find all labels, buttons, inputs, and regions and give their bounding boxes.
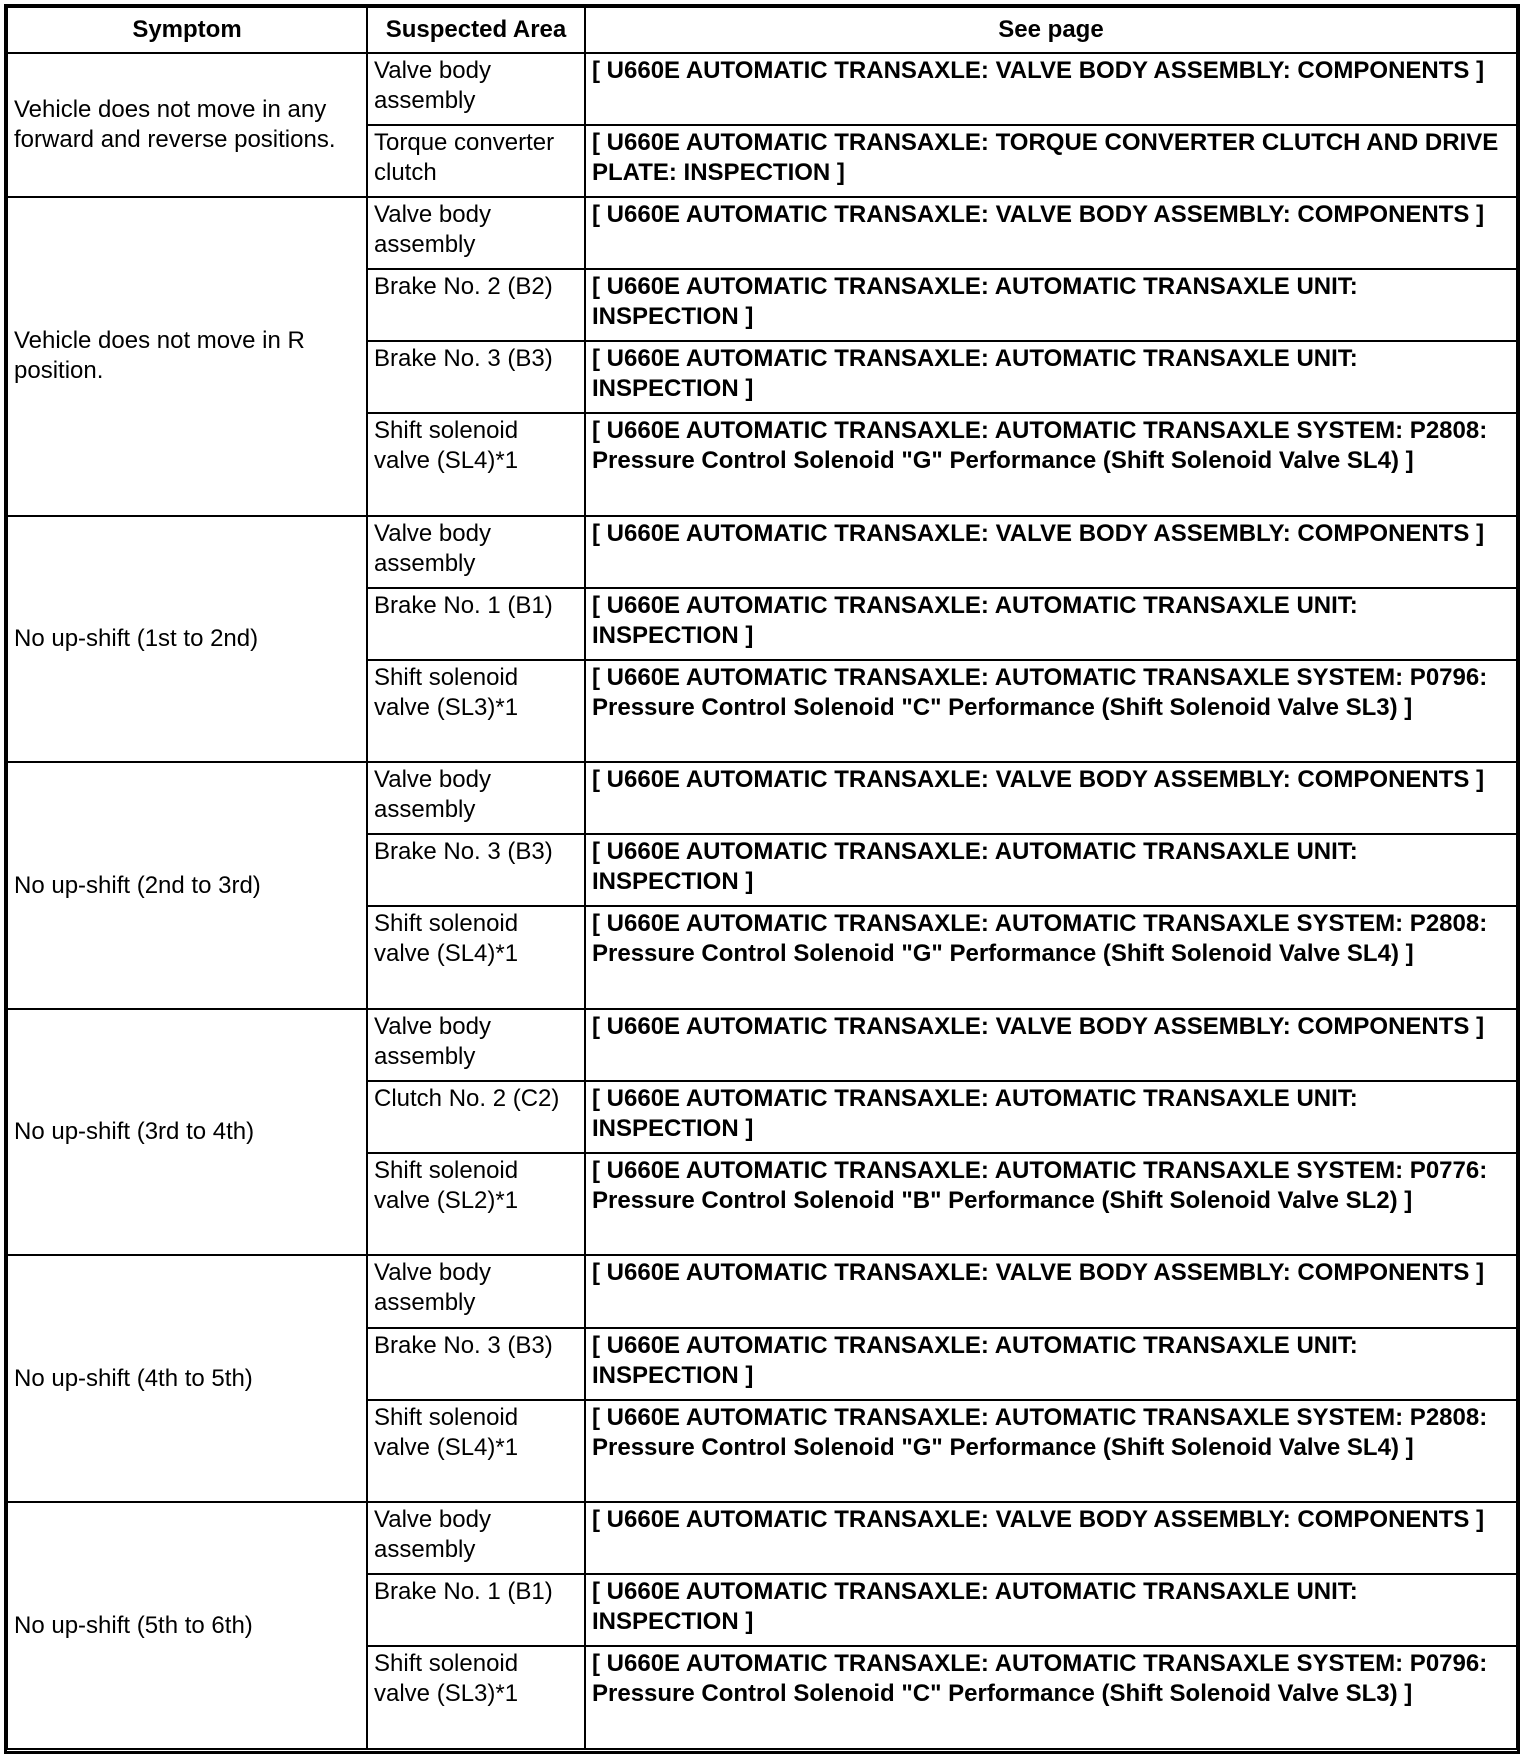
see-page-link[interactable]: [ U660E AUTOMATIC TRANSAXLE: VALVE BODY ASSEMBLY: COMPONENTS ] [585,197,1517,269]
see-page-link[interactable]: [ U660E AUTOMATIC TRANSAXLE: AUTOMATIC TRANSAXLE SYSTEM: P2808: Pressure Control Solenoid "G" Performance (Shift Solenoid Valve SL4) ] [585,1400,1517,1503]
suspected-area-cell: Shift solenoid valve (SL4)*1 [367,1400,585,1503]
see-page-link[interactable]: [ U660E AUTOMATIC TRANSAXLE: AUTOMATIC TRANSAXLE UNIT: INSPECTION ] [585,588,1517,660]
see-page-link[interactable]: [ U660E AUTOMATIC TRANSAXLE: AUTOMATIC TRANSAXLE UNIT: INSPECTION ] [585,834,1517,906]
table-row [7,197,1517,269]
suspected-area-cell: Valve body assembly [367,762,585,834]
table-body [7,53,1517,1749]
see-page-link[interactable]: [ U660E AUTOMATIC TRANSAXLE: AUTOMATIC TRANSAXLE SYSTEM: P2808: Pressure Control Solenoid "G" Performance (Shift Solenoid Valve SL4) ] [585,413,1517,516]
see-page-link[interactable]: [ U660E AUTOMATIC TRANSAXLE: VALVE BODY ASSEMBLY: COMPONENTS ] [585,516,1517,588]
suspected-area-cell: Valve body assembly [367,197,585,269]
table-row [7,1009,1517,1081]
suspected-area-cell: Shift solenoid valve (SL4)*1 [367,906,585,1009]
symptom-cell: No up-shift (1st to 2nd) [7,516,367,763]
symptom-cell: Vehicle does not move in R position. [7,197,367,516]
header-suspected-area: Suspected Area [367,7,585,53]
suspected-area-cell: Shift solenoid valve (SL2)*1 [367,1153,585,1256]
table-row [7,53,1517,125]
suspected-area-cell: Brake No. 3 (B3) [367,834,585,906]
suspected-area-cell: Torque converter clutch [367,125,585,197]
see-page-link[interactable]: [ U660E AUTOMATIC TRANSAXLE: AUTOMATIC TRANSAXLE SYSTEM: P2808: Pressure Control Solenoid "G" Performance (Shift Solenoid Valve SL4) ] [585,906,1517,1009]
suspected-area-cell: Brake No. 3 (B3) [367,341,585,413]
table-row [7,1502,1517,1574]
suspected-area-cell: Valve body assembly [367,1255,585,1327]
symptom-cell: No up-shift (3rd to 4th) [7,1009,367,1256]
suspected-area-cell: Shift solenoid valve (SL4)*1 [367,413,585,516]
table-row [7,1255,1517,1327]
symptom-cell: No up-shift (2nd to 3rd) [7,762,367,1009]
suspected-area-cell: Valve body assembly [367,53,585,125]
header-symptom: Symptom [7,7,367,53]
see-page-link[interactable]: [ U660E AUTOMATIC TRANSAXLE: VALVE BODY ASSEMBLY: COMPONENTS ] [585,53,1517,125]
symptom-cell: No up-shift (4th to 5th) [7,1255,367,1502]
see-page-link[interactable]: [ U660E AUTOMATIC TRANSAXLE: VALVE BODY ASSEMBLY: COMPONENTS ] [585,762,1517,834]
see-page-link[interactable]: [ U660E AUTOMATIC TRANSAXLE: VALVE BODY ASSEMBLY: COMPONENTS ] [585,1502,1517,1574]
table-row [7,762,1517,834]
suspected-area-cell: Valve body assembly [367,1009,585,1081]
problem-symptoms-table [6,6,1518,1750]
suspected-area-cell: Brake No. 1 (B1) [367,588,585,660]
symptom-cell: Vehicle does not move in any forward and reverse positions. [7,53,367,197]
see-page-link[interactable]: [ U660E AUTOMATIC TRANSAXLE: TORQUE CONVERTER CLUTCH AND DRIVE PLATE: INSPECTION ] [585,125,1517,197]
see-page-link[interactable]: [ U660E AUTOMATIC TRANSAXLE: AUTOMATIC TRANSAXLE SYSTEM: P0796: Pressure Control Solenoid "C" Performance (Shift Solenoid Valve SL3) ] [585,1646,1517,1749]
see-page-link[interactable]: [ U660E AUTOMATIC TRANSAXLE: AUTOMATIC TRANSAXLE UNIT: INSPECTION ] [585,1328,1517,1400]
see-page-link[interactable]: [ U660E AUTOMATIC TRANSAXLE: AUTOMATIC TRANSAXLE SYSTEM: P0776: Pressure Control Solenoid "B" Performance (Shift Solenoid Valve SL2) ] [585,1153,1517,1256]
table-header-row [7,7,1517,53]
see-page-link[interactable]: [ U660E AUTOMATIC TRANSAXLE: AUTOMATIC TRANSAXLE UNIT: INSPECTION ] [585,341,1517,413]
see-page-link[interactable]: [ U660E AUTOMATIC TRANSAXLE: VALVE BODY ASSEMBLY: COMPONENTS ] [585,1255,1517,1327]
see-page-link[interactable]: [ U660E AUTOMATIC TRANSAXLE: VALVE BODY ASSEMBLY: COMPONENTS ] [585,1009,1517,1081]
suspected-area-cell: Clutch No. 2 (C2) [367,1081,585,1153]
suspected-area-cell: Valve body assembly [367,1502,585,1574]
see-page-link[interactable]: [ U660E AUTOMATIC TRANSAXLE: AUTOMATIC TRANSAXLE SYSTEM: P0796: Pressure Control Solenoid "C" Performance (Shift Solenoid Valve SL3) ] [585,660,1517,763]
suspected-area-cell: Brake No. 2 (B2) [367,269,585,341]
see-page-link[interactable]: [ U660E AUTOMATIC TRANSAXLE: AUTOMATIC TRANSAXLE UNIT: INSPECTION ] [585,1081,1517,1153]
header-see-page: See page [585,7,1517,53]
see-page-link[interactable]: [ U660E AUTOMATIC TRANSAXLE: AUTOMATIC TRANSAXLE UNIT: INSPECTION ] [585,269,1517,341]
table-row [7,516,1517,588]
suspected-area-cell: Brake No. 1 (B1) [367,1574,585,1646]
see-page-link[interactable]: [ U660E AUTOMATIC TRANSAXLE: AUTOMATIC TRANSAXLE UNIT: INSPECTION ] [585,1574,1517,1646]
suspected-area-cell: Shift solenoid valve (SL3)*1 [367,660,585,763]
suspected-area-cell: Valve body assembly [367,516,585,588]
suspected-area-cell: Brake No. 3 (B3) [367,1328,585,1400]
symptom-cell: No up-shift (5th to 6th) [7,1502,367,1749]
suspected-area-cell: Shift solenoid valve (SL3)*1 [367,1646,585,1749]
